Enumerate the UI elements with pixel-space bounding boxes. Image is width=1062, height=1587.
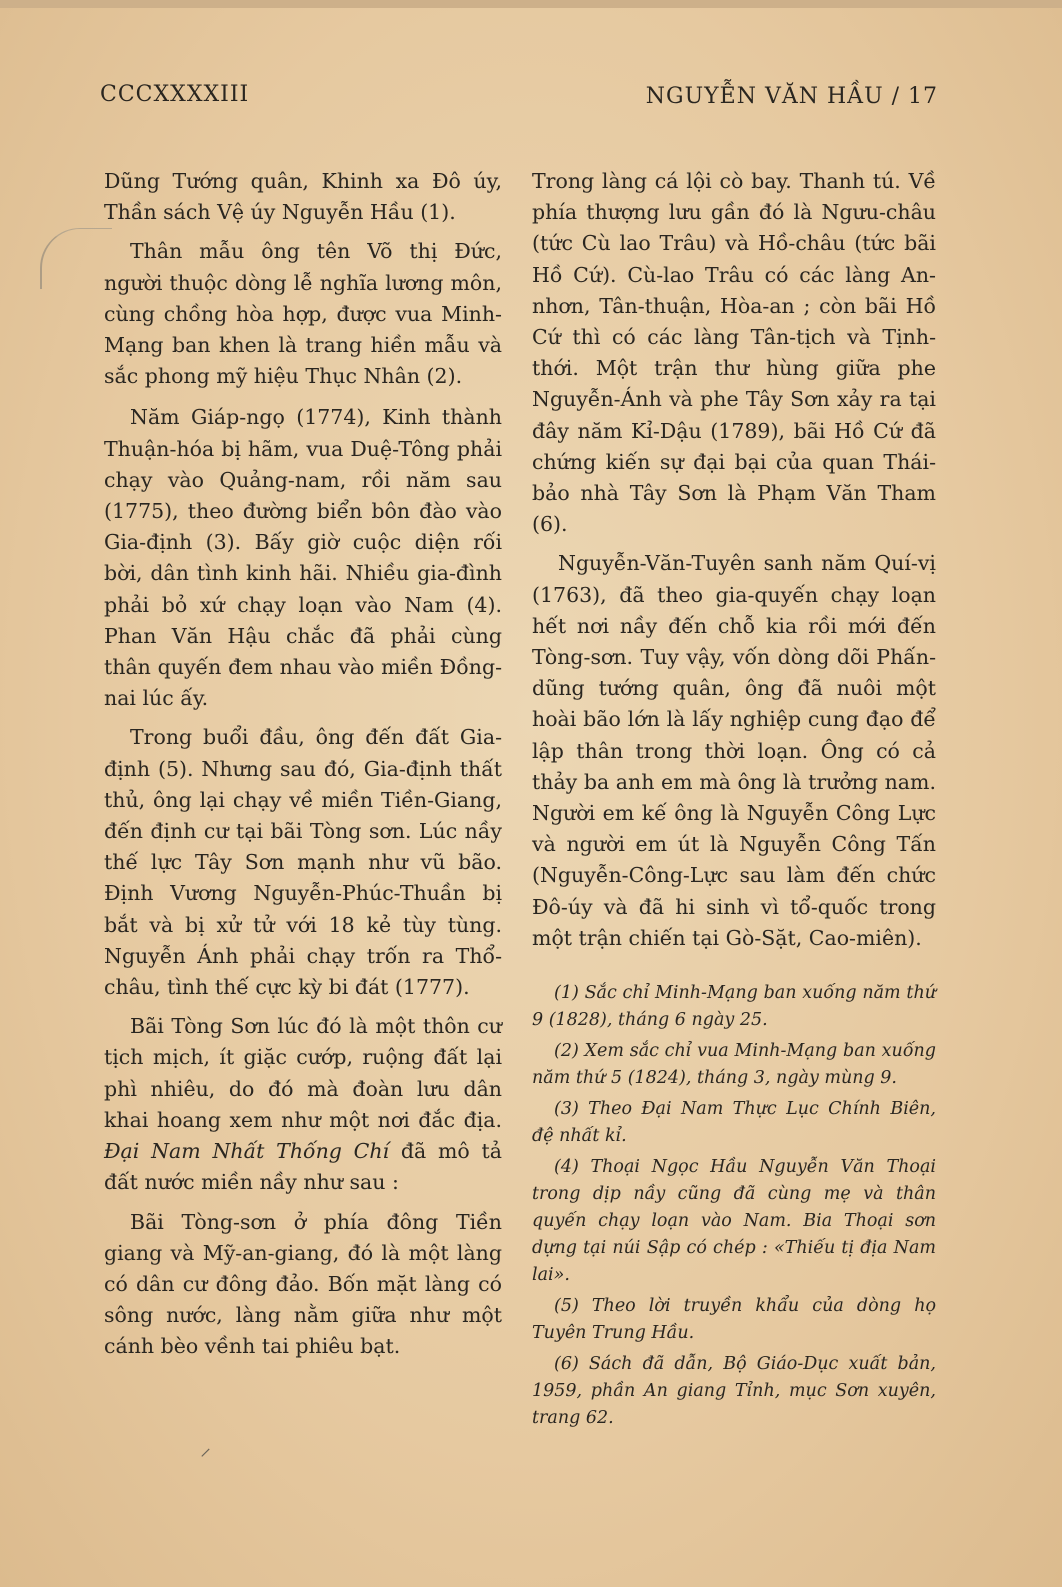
footnote: (5) Theo lời truyền khẩu của dòng họ Tuyên Trung Hầu. <box>532 1296 936 1344</box>
book-title: Đại Nam Nhất Thống Chí <box>104 1139 390 1164</box>
paragraph: Thân mẫu ông tên Võ thị Đức, người thuộc dòng lễ nghĩa lương môn, cùng chồng hòa hợp, được vua Minh-Mạng ban khen là trang hiền mẫu và sắc phong mỹ hiệu Thục Nhân (2). <box>104 239 502 389</box>
right-column <box>532 166 936 1436</box>
torn-paper-mark <box>40 228 112 289</box>
paragraph-text: Bãi Tòng Sơn lúc đó là một thôn cư tịch mịch, ít giặc cướp, ruộng đất lại phì nhiêu, do đó mà đoàn lưu dân khai hoang xem như một nơi đắc địa. <box>104 1014 502 1132</box>
page-header-left: CCCXXXXIII <box>100 82 250 107</box>
paragraph: Trong làng cá lội cò bay. Thanh tú. Về phía thượng lưu gần đó là Ngưu-châu (tức Cù lao Trâu) và Hồ-châu (tức bãi Hồ Cứ). Cù-lao Trâu có các làng An-nhơn, Tân-thuận, Hòa-an ; còn bãi Hồ Cứ thì có các làng Tân-tịch và Tịnh-thới. Một trận thư hùng giữa phe Nguyễn-Ánh và phe Tây Sơn xảy ra tại đây năm Kỉ-Dậu (1789), bãi Hồ Cứ đã chứng kiến sự đại bại của quan Thái-bảo nhà Tây Sơn là Phạm Văn Tham (6). <box>532 169 936 537</box>
paragraph: Nguyễn-Văn-Tuyên sanh năm Quí-vị (1763), đã theo gia-quyến chạy loạn hết nơi nầy đến chỗ kia rồi mới đến Tòng-sơn. Tuy vậy, vốn dòng dõi Phấn-dũng tướng quân, ông đã nuôi một hoài bão lớn là lấy nghiệp cung đạo để lập thân trong thời loạn. Ông có cả thảy ba anh em mà ông là trưởng nam. Người em kế ông là Nguyễn Công Lực và người em út là Nguyễn Công Tấn (Nguyễn-Công-Lực sau làm đến chức Đô-úy và đã hi sinh vì tổ-quốc trong một trận chiến tại Gò-Sặt, Cao-miên). <box>532 551 936 950</box>
page-header-right: NGUYỄN VĂN HẦU / 17 <box>645 84 938 109</box>
footnote: (4) Thoại Ngọc Hầu Nguyễn Văn Thoại trong dịp nầy cũng đã cùng mẹ và thân quyến chạy loạn vào Nam. Bia Thoại sơn dựng tại núi Sập có chép : «Thiếu tị địa Nam lai». <box>532 1157 936 1286</box>
page-top-edge <box>0 0 1062 8</box>
left-column <box>104 166 502 1371</box>
paragraph-text: đã mô tả đất nước miền nầy như sau : <box>104 1139 502 1195</box>
footnote: (1) Sắc chỉ Minh-Mạng ban xuống năm thứ 9 (1828), tháng 6 ngày 25. <box>532 983 936 1031</box>
pen-mark: ⸝ <box>200 1436 212 1461</box>
paragraph: Dũng Tướng quân, Khinh xa Đô úy, Thần sách Vệ úy Nguyễn Hầu (1). <box>104 169 502 225</box>
paragraph: Trong buổi đầu, ông đến đất Gia-định (5). Nhưng sau đó, Gia-định thất thủ, ông lại chạy về miền Tiền-Giang, đến định cư tại bãi Tòng sơn. Lúc nầy thế lực Tây Sơn mạnh như vũ bão. Định Vương Nguyễn-Phúc-Thuần bị bắt và bị xử tử với 18 kẻ tùy tùng. Nguyễn Ánh phải chạy trốn ra Thổ-châu, tình thế cực kỳ bi đát (1777). <box>104 725 502 1000</box>
footnotes <box>532 980 936 1432</box>
paragraph: Năm Giáp-ngọ (1774), Kinh thành Thuận-hóa bị hãm, vua Duệ-Tông phải chạy vào Quảng-nam, rồi năm sau (1775), theo đường biển bôn đào vào Gia-định (3). Bấy giờ cuộc diện rối bời, dân tình kinh hãi. Nhiều gia-đình phải bỏ xứ chạy loạn vào Nam (4). Phan Văn Hậu chắc đã phải cùng thân quyến đem nhau vào miền Đồng-nai lúc ấy. <box>104 405 502 711</box>
paragraph <box>104 1011 502 1198</box>
paragraph: Bãi Tòng-sơn ở phía đông Tiền giang và Mỹ-an-giang, đó là một làng có dân cư đông đảo. Bốn mặt làng có sông nước, làng nằm giữa như một cánh bèo vềnh tai phiêu bạt. <box>104 1209 502 1359</box>
footnote: (3) Theo Đại Nam Thực Lục Chính Biên, đệ nhất kỉ. <box>532 1099 936 1147</box>
footnote: (6) Sách đã dẫn, Bộ Giáo-Dục xuất bản, 1959, phần An giang Tỉnh, mục Sơn xuyên, trang 62. <box>532 1354 936 1429</box>
footnote: (2) Xem sắc chỉ vua Minh-Mạng ban xuống năm thứ 5 (1824), tháng 3, ngày mùng 9. <box>532 1041 936 1089</box>
